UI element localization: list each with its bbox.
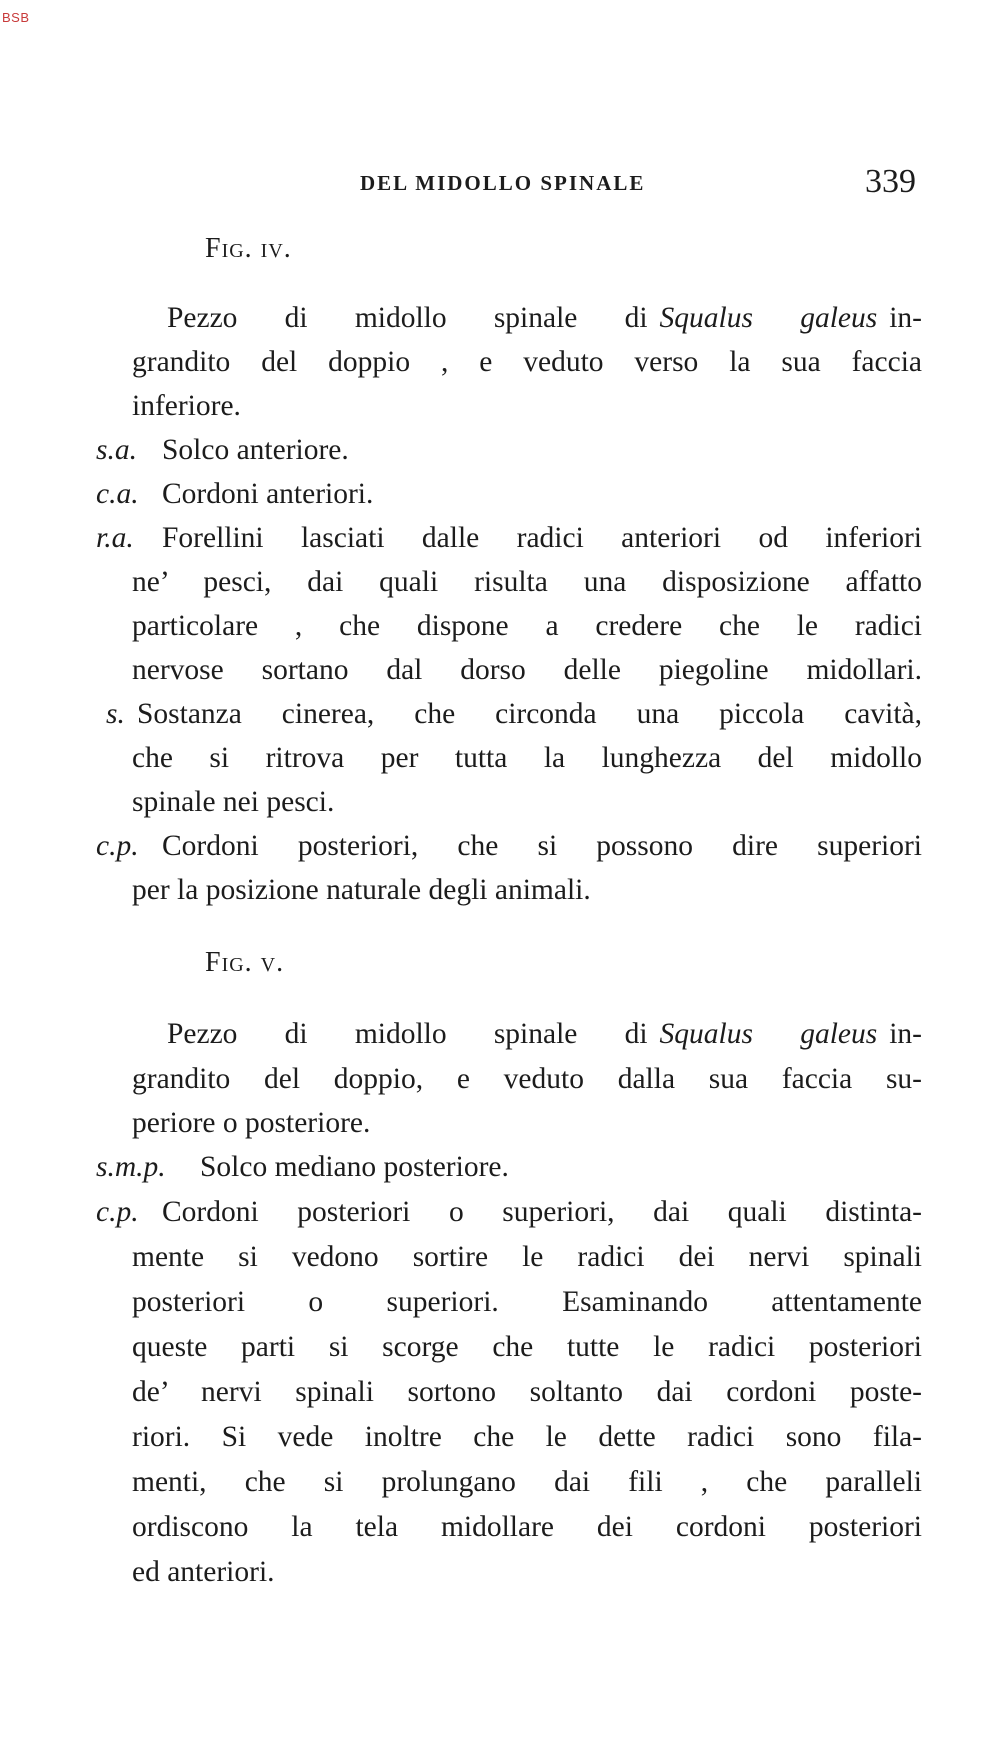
legend-label-ca: c.a. [96, 478, 139, 510]
legend-text-smp: Solco mediano posteriore. [200, 1151, 509, 1183]
figure-4-heading: Fig. iv. [205, 233, 292, 264]
legend-text-s-line-1: Sostanza cinerea, che circonda una piccola cavità, [137, 698, 922, 730]
legend-text-cp2-line-7: menti, che si prolungano dai fili , che paralleli [132, 1466, 922, 1498]
figure-5-heading: Fig. v. [205, 947, 285, 978]
legend-text-cp-line-1: Cordoni posteriori, che si possono dire superiori [162, 830, 922, 862]
legend-label-smp: s.m.p. [96, 1151, 166, 1183]
figure-5-intro-line-2: grandito del doppio, e veduto dalla sua faccia su- [132, 1063, 922, 1095]
legend-text-cp2-line-4: queste parti si scorge che tutte le radici posteriori [132, 1331, 922, 1363]
legend-text-cp2-line-2: mente si vedono sortire le radici dei nervi spinali [132, 1241, 922, 1273]
legend-text-cp2-line-6: riori. Si vede inoltre che le dette radici sono fila- [132, 1421, 922, 1453]
legend-text-ca: Cordoni anteriori. [162, 478, 374, 510]
legend-text-cp2-line-1: Cordoni posteriori o superiori, dai quali distinta- [162, 1196, 922, 1228]
figure-5-intro-line-1: Pezzo di midollo spinale di Squalus galeus in- [167, 1018, 922, 1050]
legend-label-cp: c.p. [96, 830, 139, 862]
running-head: DEL MIDOLLO SPINALE [360, 171, 646, 195]
legend-text-ra-line-1: Forellini lasciati dalle radici anteriori od inferiori [162, 522, 922, 554]
legend-text-cp2-line-8: ordiscono la tela midollare dei cordoni posteriori [132, 1511, 922, 1543]
legend-label-ra: r.a. [96, 522, 134, 554]
legend-text-cp2-line-3: posteriori o superiori. Esaminando attentamente [132, 1286, 922, 1318]
figure-4-intro-line-2: grandito del doppio , e veduto verso la sua faccia [132, 346, 922, 378]
legend-text-ra-line-3: particolare , che dispone a credere che le radici [132, 610, 922, 642]
species-name: Squalus galeus [659, 302, 878, 334]
legend-label-s: s. [106, 698, 125, 730]
library-stamp: BSB [2, 10, 30, 25]
figure-4-intro-line-3: inferiore. [132, 390, 241, 422]
figure-5-intro-line-3: periore o posteriore. [132, 1107, 371, 1139]
legend-text-ra-line-2: ne’ pesci, dai quali risulta una disposizione affatto [132, 566, 922, 598]
legend-text-s-line-3: spinale nei pesci. [132, 786, 335, 818]
species-name: Squalus galeus [659, 1018, 878, 1050]
legend-label-sa: s.a. [96, 434, 137, 466]
legend-text-s-line-2: che si ritrova per tutta la lunghezza del midollo [132, 742, 922, 774]
legend-text-cp2-line-5: de’ nervi spinali sortono soltanto dai cordoni poste- [132, 1376, 922, 1408]
legend-label-cp-2: c.p. [96, 1196, 139, 1228]
legend-text-cp2-line-9: ed anteriori. [132, 1556, 275, 1588]
legend-text-sa: Solco anteriore. [162, 434, 349, 466]
figure-4-intro-line-1: Pezzo di midollo spinale di Squalus galeus in- [167, 302, 922, 334]
page-number: 339 [865, 163, 916, 200]
legend-text-cp-line-2: per la posizione naturale degli animali. [132, 874, 591, 906]
legend-text-ra-line-4: nervose sortano dal dorso delle piegoline midollari. [132, 654, 922, 686]
